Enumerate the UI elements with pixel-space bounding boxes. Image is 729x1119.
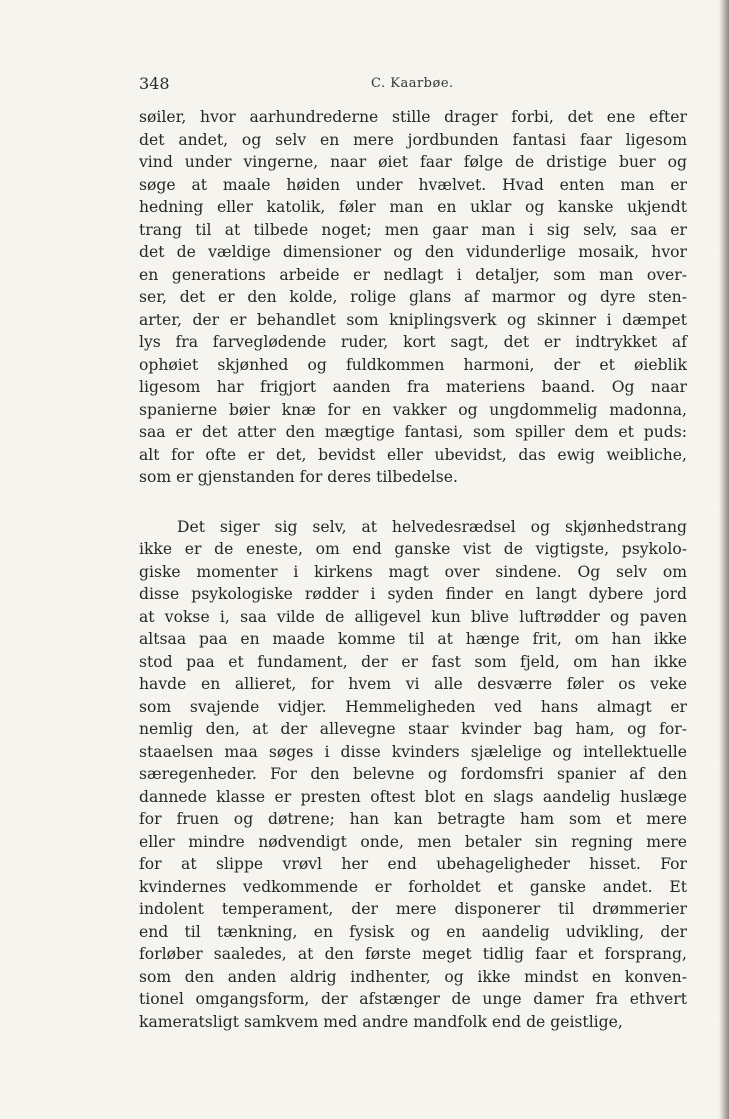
text-line: særegenheder. For den belevne og fordomsfri spanier af den [139, 765, 687, 783]
text-line: vind under vingerne, naar øiet faar følge de dristige buer og [139, 153, 687, 171]
paragraph-gap [139, 489, 687, 516]
text-line: det de vældige dimensioner og den vidunderlige mosaik, hvor [139, 243, 687, 261]
text-line: spanierne bøier knæ for en vakker og ungdommelig madonna, [139, 400, 687, 419]
text-line: stod paa et fundament, der er fast som fjeld, om han ikke [139, 652, 687, 671]
text-line: ser, det er den kolde, rolige glans af marmor og dyre sten- [139, 288, 687, 306]
text-line: hedning eller katolik, føler man en uklar og kanske ukjendt [139, 198, 687, 216]
text-line: som svajende vidjer. Hemmeligheden ved hans almagt er [139, 697, 687, 716]
paragraph [139, 516, 687, 1034]
running-head: C. Kaarbøe. [371, 76, 454, 91]
text-line: søiler, hvor aarhundrederne stille drager forbi, det ene efter [139, 108, 687, 126]
text-line: søge at maale høiden under hvælvet. Hvad enten man er [139, 175, 687, 194]
text-line: arter, der er behandlet som kniplingsverk og skinner i dæmpet [139, 310, 687, 329]
text-line: som er gjenstanden for deres tilbedelse. [139, 468, 458, 486]
text-line: disse psykologiske rødder i syden finder en langt dybere jord [139, 585, 687, 603]
text-line: det andet, og selv en mere jordbunden fantasi faar ligesom [139, 130, 687, 149]
text-line: alt for ofte er det, bevidst eller ubevidst, das ewig weibliche, [139, 445, 687, 464]
text-line: for fruen og døtrene; han kan betragte ham som et mere [139, 810, 687, 828]
text-line: eller mindre nødvendigt onde, men betaler sin regning mere [139, 832, 687, 851]
page-edge [719, 0, 729, 1119]
text-line: forløber saaledes, at den første meget tidlig faar et forsprang, [139, 945, 687, 963]
text-line: dannede klasse er presten oftest blot en slags aandelig huslæge [139, 787, 687, 806]
body-text [139, 106, 687, 1033]
text-line: ikke er de eneste, om end ganske vist de vigtigste, psykolo- [139, 540, 687, 558]
text-line: som den anden aldrig indhenter, og ikke mindst en konven- [139, 967, 687, 986]
text-line: trang til at tilbede noget; men gaar man i sig selv, saa er [139, 220, 687, 239]
text-line: indolent temperament, der mere disponerer til drømmerier [139, 900, 687, 918]
text-line: tionel omgangsform, der afstænger de unge damer fra ethvert [139, 990, 687, 1008]
text-line: for at slippe vrøvl her end ubehageligheder hisset. For [139, 855, 687, 873]
page-number: 348 [139, 74, 170, 93]
text-line: ligesom har frigjort aanden fra materiens baand. Og naar [139, 378, 687, 396]
text-line: end til tænkning, en fysisk og en aandelig udvikling, der [139, 922, 687, 941]
text-line: havde en allieret, for hvem vi alle desværre føler os veke [139, 675, 687, 693]
text-line: nemlig den, at der allevegne staar kvinder bag ham, og for- [139, 720, 687, 738]
page-header [139, 74, 687, 94]
text-line: kameratsligt samkvem med andre mandfolk end de geistlige, [139, 1012, 623, 1031]
text-line: kvindernes vedkommende er forholdet et ganske andet. Et [139, 877, 687, 896]
text-line: staaelsen maa søges i disse kvinders sjælelige og intellektuelle [139, 742, 687, 761]
text-line: saa er det atter den mægtige fantasi, som spiller dem et puds: [139, 423, 687, 441]
text-line: lys fra farveglødende ruder, kort sagt, det er indtrykket af [139, 333, 687, 351]
text-line: ophøiet skjønhed og fuldkommen harmoni, der et øieblik [139, 355, 687, 374]
text-line: giske momenter i kirkens magt over sindene. Og selv om [139, 562, 687, 581]
text-line: altsaa paa en maade komme til at hænge frit, om han ikke [139, 630, 687, 648]
text-line: at vokse i, saa vilde de alligevel kun blive luftrødder og paven [139, 607, 687, 626]
paragraph [139, 106, 687, 489]
text-line: Det siger sig selv, at helvedesrædsel og skjønhedstrang [177, 517, 687, 536]
text-line: en generations arbeide er nedlagt i detaljer, som man over- [139, 265, 687, 284]
